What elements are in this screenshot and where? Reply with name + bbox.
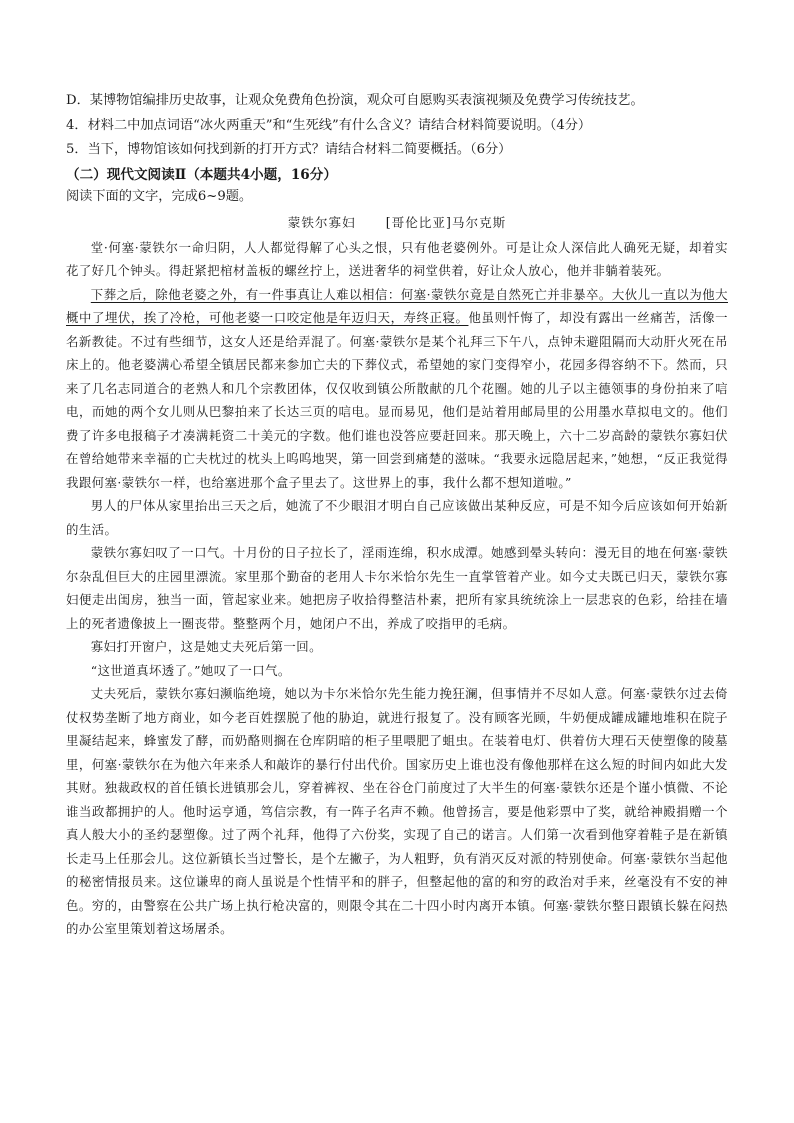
article-body (66, 236, 728, 941)
article-paragraph-1: 堂·何塞·蒙铁尔一命归阴，人人都觉得解了心头之恨，只有他老婆例外。可是让众人深信此人确死无疑，却着实花了好几个钟头。得赶紧把棺材盖板的螺丝拧上，送进奢华的祠堂供着，好让众人放心，他并非躺着装死。 (66, 239, 728, 278)
article-title-row (66, 210, 728, 236)
article-paragraph-7: 丈夫死后，蒙铁尔寡妇濒临绝境，她以为卡尔米恰尔先生能力挽狂澜，但事情并不尽如人意。何塞·蒙铁尔过去倚仗权势垄断了地方商业，如今老百姓摆脱了他的胁迫，就进行报复了。没有顾客光顾，牛奶便成罐成罐地堆积在院子里凝结起来，蜂蜜发了酵，而奶酪则搁在仓库阴暗的柜子里喂肥了蛆虫。在装着电灯、供着仿大理石天使塑像的陵墓里，何塞·蒙铁尔在为他六年来杀人和敲诈的暴行付出代价。国家历史上谁也没有像他那样在这么短的时间内如此大发其财。独裁政权的首任镇长进镇那会儿，穿着裤衩、坐在谷仓门前度过了大半生的何塞·蒙铁尔还是个谨小慎微、不论谁当政都拥护的人。他时运亨通，笃信宗教，有一阵子名声不赖。他曾扬言，要是他彩票中了奖，就给神殿捐赠一个真人般大小的圣约瑟塑像。过了两个礼拜，他得了六份奖，实现了自己的诺言。人们第一次看到他穿着鞋子是在新镇长走马上任那会儿。这位新镇长当过警长，是个左撇子，为人粗野，负有消灭反对派的特别使命。何塞·蒙铁尔当起他的秘密情报员来。这位谦卑的商人虽说是个性情平和的胖子，但整起他的富的和穷的政治对手来，丝毫没有不安的神色。穷的，由警察在公共广场上执行枪决富的，则限令其在二十四小时内离开本镇。何塞·蒙铁尔整日跟镇长躲在闷热的办公室里策划着这场屠杀。 (66, 686, 728, 936)
question-5: 5．当下，博物馆该如何找到新的打开方式？请结合材料二简要概括。（6分） (66, 142, 512, 157)
paragraph-2-rest: 他虽则忏悔了，却没有露出一丝痛苦，活像一名新教徒。不过有些细节，这女人还是给弄混了。何塞·蒙铁尔是某个礼拜三下午八，点钟未避阻隔而大动肝火死在吊床上的。他老婆满心希望全镇居民都来参加亡夫的下葬仪式，希望她的家门变得窄小，花园多得容纳不下。然而，只来了几名志同道合的老熟人和几个宗教团体，仅仅收到镇公所散献的几个花圈。她的儿子以主德领事的身份拍来了唁电，而她的两个女儿则从巴黎拍来了长达三页的唁电。显而易见，他们是站着用邮局里的公用墨水草拟电文的。他们费了许多电报稿子才凑满耗资二十美元的字数。他们谁也没答应要赶回来。那天晚上，六十二岁高龄的蒙铁尔寡妇伏在曾给她带来幸福的亡夫枕过的枕头上呜呜地哭，第一回尝到痛楚的滋味。“我要永远隐居起来，”她想，“反正我觉得我跟何塞·蒙铁尔一样，也给塞进那个盒子里去了。这世界上的事，我什么都不想知道啦。” (66, 310, 729, 490)
article-paragraph-6: “这世道真坏透了。”她叹了一口气。 (90, 662, 291, 678)
article-paragraph-5: 寡妇打开窗户，这是她丈夫死后第一回。 (90, 639, 322, 654)
article-paragraph-2 (66, 283, 728, 495)
question-4: 4．材料二中加点词语“冰火两重天”和“生死线”有什么含义？请结合材料简要说明。（4分） (66, 117, 592, 133)
article-paragraph-3: 男人的尸体从家里抬出三天之后，她流了不少眼泪才明白自己应该做出某种反应，可是不知今后应该如何开始新的生活。 (66, 498, 728, 537)
article-paragraph-4: 蒙铁尔寡妇叹了一口气。十月份的日子拉长了，淫雨连绵，积水成潭。她感到晕头转向：漫无目的地在何塞·蒙铁尔杂乱但巨大的庄园里漂流。家里那个勤奋的老用人卡尔米恰尔先生一直掌管着产业。如今丈夫既已归天，蒙铁尔寡妇便走出闺房，独当一面，管起家业来。她把房子收拾得整洁朴素，把所有家具统统涂上一层悲哀的色彩，给挂在墙上的死者遗像披上一圈丧带。整整两个月，她闭户不出，养成了咬指甲的毛病。 (66, 545, 728, 631)
section-heading: （二）现代文阅读Ⅱ（本题共4小题，16分） (66, 166, 337, 183)
article-title: 蒙铁尔寡妇 (287, 214, 356, 230)
underlined-passage: 下葬之后，除他老婆之外，有一件事真让人难以相信：何塞·蒙铁尔竟是自然死亡并非暴卒。大伙儿一直以为他大概中了埋伏，挨了冷枪，可他老婆一口咬定他是年迈归天，寿终正寝。 (66, 286, 728, 325)
article-author: [哥伦比亚]马尔克斯 (385, 214, 507, 230)
section-instruction: 阅读下面的文字，完成6~9题。 (66, 188, 253, 204)
question-option-d: D．某博物馆编排历史故事，让观众免费角色扮演，观众可自愿购买表演视频及免费学习传统技艺。 (66, 93, 644, 108)
